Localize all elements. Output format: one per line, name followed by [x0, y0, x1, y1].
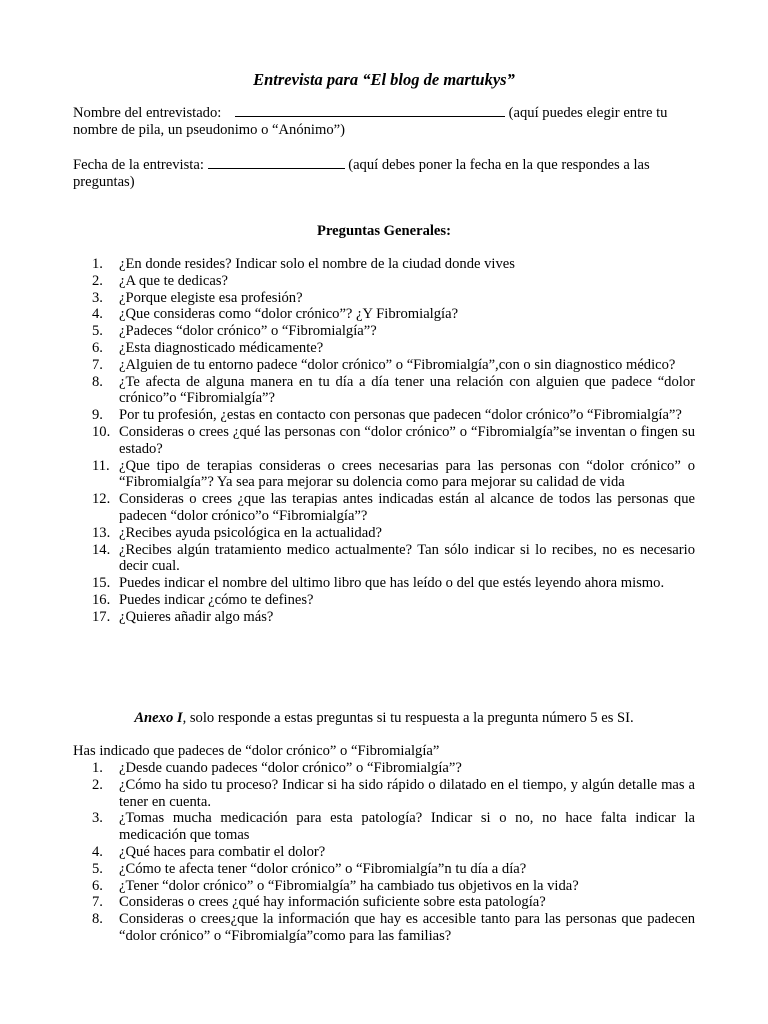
- question-number: 2.: [92, 272, 103, 289]
- name-field-label: Nombre del entrevistado:: [73, 105, 222, 121]
- question-number: 17.: [92, 608, 111, 625]
- question-item: [73, 911, 695, 945]
- question-item: [73, 525, 695, 542]
- question-number: 6.: [92, 877, 103, 894]
- question-text: ¿Cómo ha sido tu proceso? Indicar si ha sido rápido o dilatado en el tiempo, y algún detalle mas a tener en cuenta.: [119, 776, 695, 810]
- question-number: 12.: [92, 491, 111, 508]
- question-item: [73, 256, 695, 273]
- question-number: 4.: [92, 306, 103, 323]
- question-text: ¿Tener “dolor crónico” o “Fibromialgía” ha cambiado tus objetivos en la vida?: [119, 877, 579, 894]
- question-number: 11.: [92, 457, 110, 474]
- question-item: [73, 878, 695, 895]
- question-text: Por tu profesión, ¿estas en contacto con personas que padecen “dolor crónico”o “Fibromialgía”?: [119, 407, 682, 424]
- question-number: 9.: [92, 407, 103, 424]
- question-text: ¿Que consideras como “dolor crónico”? ¿Y Fibromialgía?: [119, 306, 459, 323]
- date-field-paragraph: [73, 155, 695, 191]
- question-number: 3.: [92, 289, 103, 306]
- question-number: 4.: [92, 843, 103, 860]
- question-number: 5.: [92, 323, 103, 340]
- question-item: [73, 894, 695, 911]
- name-field-note: (aquí puedes elegir entre tu: [508, 105, 668, 121]
- question-text: Puedes indicar el nombre del ultimo libro que has leído o del que estés leyendo ahora mismo.: [119, 575, 665, 592]
- question-text: Consideras o crees ¿qué hay información suficiente sobre esta patología?: [119, 894, 546, 911]
- general-questions-heading: Preguntas Generales:: [317, 223, 451, 239]
- question-text: ¿Padeces “dolor crónico” o “Fibromialgía”?: [119, 323, 377, 340]
- question-number: 13.: [92, 524, 111, 541]
- question-text: ¿Alguien de tu entorno padece “dolor crónico” o “Fibromialgía”,con o sin diagnostico médico?: [119, 356, 676, 373]
- question-item: [73, 306, 695, 323]
- question-number: 14.: [92, 541, 111, 558]
- question-number: 7.: [92, 356, 103, 373]
- question-item: [73, 777, 695, 811]
- question-item: [73, 609, 695, 626]
- question-number: 8.: [92, 373, 103, 390]
- question-number: 15.: [92, 575, 111, 592]
- question-item: [73, 575, 695, 592]
- question-item: [73, 861, 695, 878]
- question-text: ¿Que tipo de terapias consideras o crees necesarias para las personas con “dolor crónico” o “Fibromialgía”? Ya sea para mejorar su dolencia como para mejorar su calidad de vida: [119, 457, 695, 491]
- question-text: ¿Qué haces para combatir el dolor?: [119, 843, 326, 860]
- question-number: 2.: [92, 776, 103, 793]
- question-text: ¿Porque elegiste esa profesión?: [119, 289, 303, 306]
- annex-note: [73, 710, 695, 727]
- annex-note-text: , solo responde a estas preguntas si tu respuesta a la pregunta número 5 es SI.: [182, 710, 634, 726]
- name-field-note-cont: nombre de pila, un pseudonimo o “Anónimo”): [73, 122, 345, 138]
- name-blank-line: [235, 103, 505, 117]
- question-text: Consideras o crees¿que la información que hay es accesible tanto para las personas que padecen “dolor crónico” o “Fibromialgía”como para las familias?: [119, 911, 695, 944]
- question-number: 1.: [92, 760, 103, 776]
- question-text: ¿Recibes ayuda psicológica en la actualidad?: [119, 524, 382, 541]
- question-text: ¿Quieres añadir algo más?: [119, 608, 274, 625]
- question-text: Puedes indicar ¿cómo te defines?: [119, 591, 314, 608]
- question-number: 1.: [92, 256, 103, 272]
- question-item: [73, 542, 695, 576]
- annex-label: Anexo I: [134, 710, 183, 726]
- name-field-paragraph: [73, 103, 695, 139]
- question-number: 10.: [92, 423, 111, 440]
- question-item: [73, 810, 695, 844]
- question-item: [73, 760, 695, 777]
- question-text: ¿Te afecta de alguna manera en tu día a día tener una relación con alguien que padece “dolor crónico”o “Fibromialgía”?: [119, 373, 695, 407]
- question-item: [73, 424, 695, 458]
- question-text: ¿Recibes algún tratamiento medico actualmente? Tan sólo indicar si lo recibes, no es necesario decir cual.: [119, 541, 695, 575]
- question-text: ¿Esta diagnosticado médicamente?: [119, 339, 324, 356]
- question-item: [73, 290, 695, 307]
- question-text: ¿En donde resides? Indicar solo el nombre de la ciudad donde vives: [119, 256, 515, 272]
- question-number: 6.: [92, 339, 103, 356]
- question-number: 7.: [92, 894, 103, 911]
- general-questions-list: [73, 256, 695, 626]
- question-item: [73, 592, 695, 609]
- question-number: 5.: [92, 860, 103, 877]
- annex-questions-list: [73, 760, 695, 945]
- question-item: [73, 357, 695, 374]
- question-item: [73, 273, 695, 290]
- question-item: [73, 407, 695, 424]
- annex-intro: Has indicado que padeces de “dolor crónico” o “Fibromialgía”: [73, 743, 440, 759]
- document-title: Entrevista para “El blog de martukys”: [253, 70, 515, 89]
- date-field-note-cont: preguntas): [73, 174, 135, 190]
- question-text: ¿Tomas mucha medicación para esta patología? Indicar si o no, no hace falta indicar la medicación que tomas: [119, 810, 695, 844]
- question-item: [73, 340, 695, 357]
- question-text: Consideras o crees ¿que las terapias antes indicadas están al alcance de todos las personas que padecen “dolor crónico”o “Fibromialgía”?: [119, 491, 695, 524]
- question-item: [73, 458, 695, 492]
- date-blank-line: [208, 155, 345, 169]
- question-item: [73, 374, 695, 408]
- question-number: 3.: [92, 810, 103, 827]
- date-field-label: Fecha de la entrevista:: [73, 157, 204, 173]
- date-field-note: (aquí debes poner la fecha en la que respondes a las: [348, 157, 650, 173]
- question-item: [73, 491, 695, 525]
- question-item: [73, 844, 695, 861]
- question-number: 16.: [92, 591, 111, 608]
- question-text: ¿A que te dedicas?: [119, 272, 228, 289]
- question-item: [73, 323, 695, 340]
- question-text: ¿Cómo te afecta tener “dolor crónico” o “Fibromialgía”n tu día a día?: [119, 860, 527, 877]
- question-number: 8.: [92, 911, 103, 928]
- question-text: ¿Desde cuando padeces “dolor crónico” o “Fibromialgía”?: [119, 760, 462, 776]
- question-text: Consideras o crees ¿qué las personas con “dolor crónico” o “Fibromialgía”se inventan o fingen su estado?: [119, 423, 695, 457]
